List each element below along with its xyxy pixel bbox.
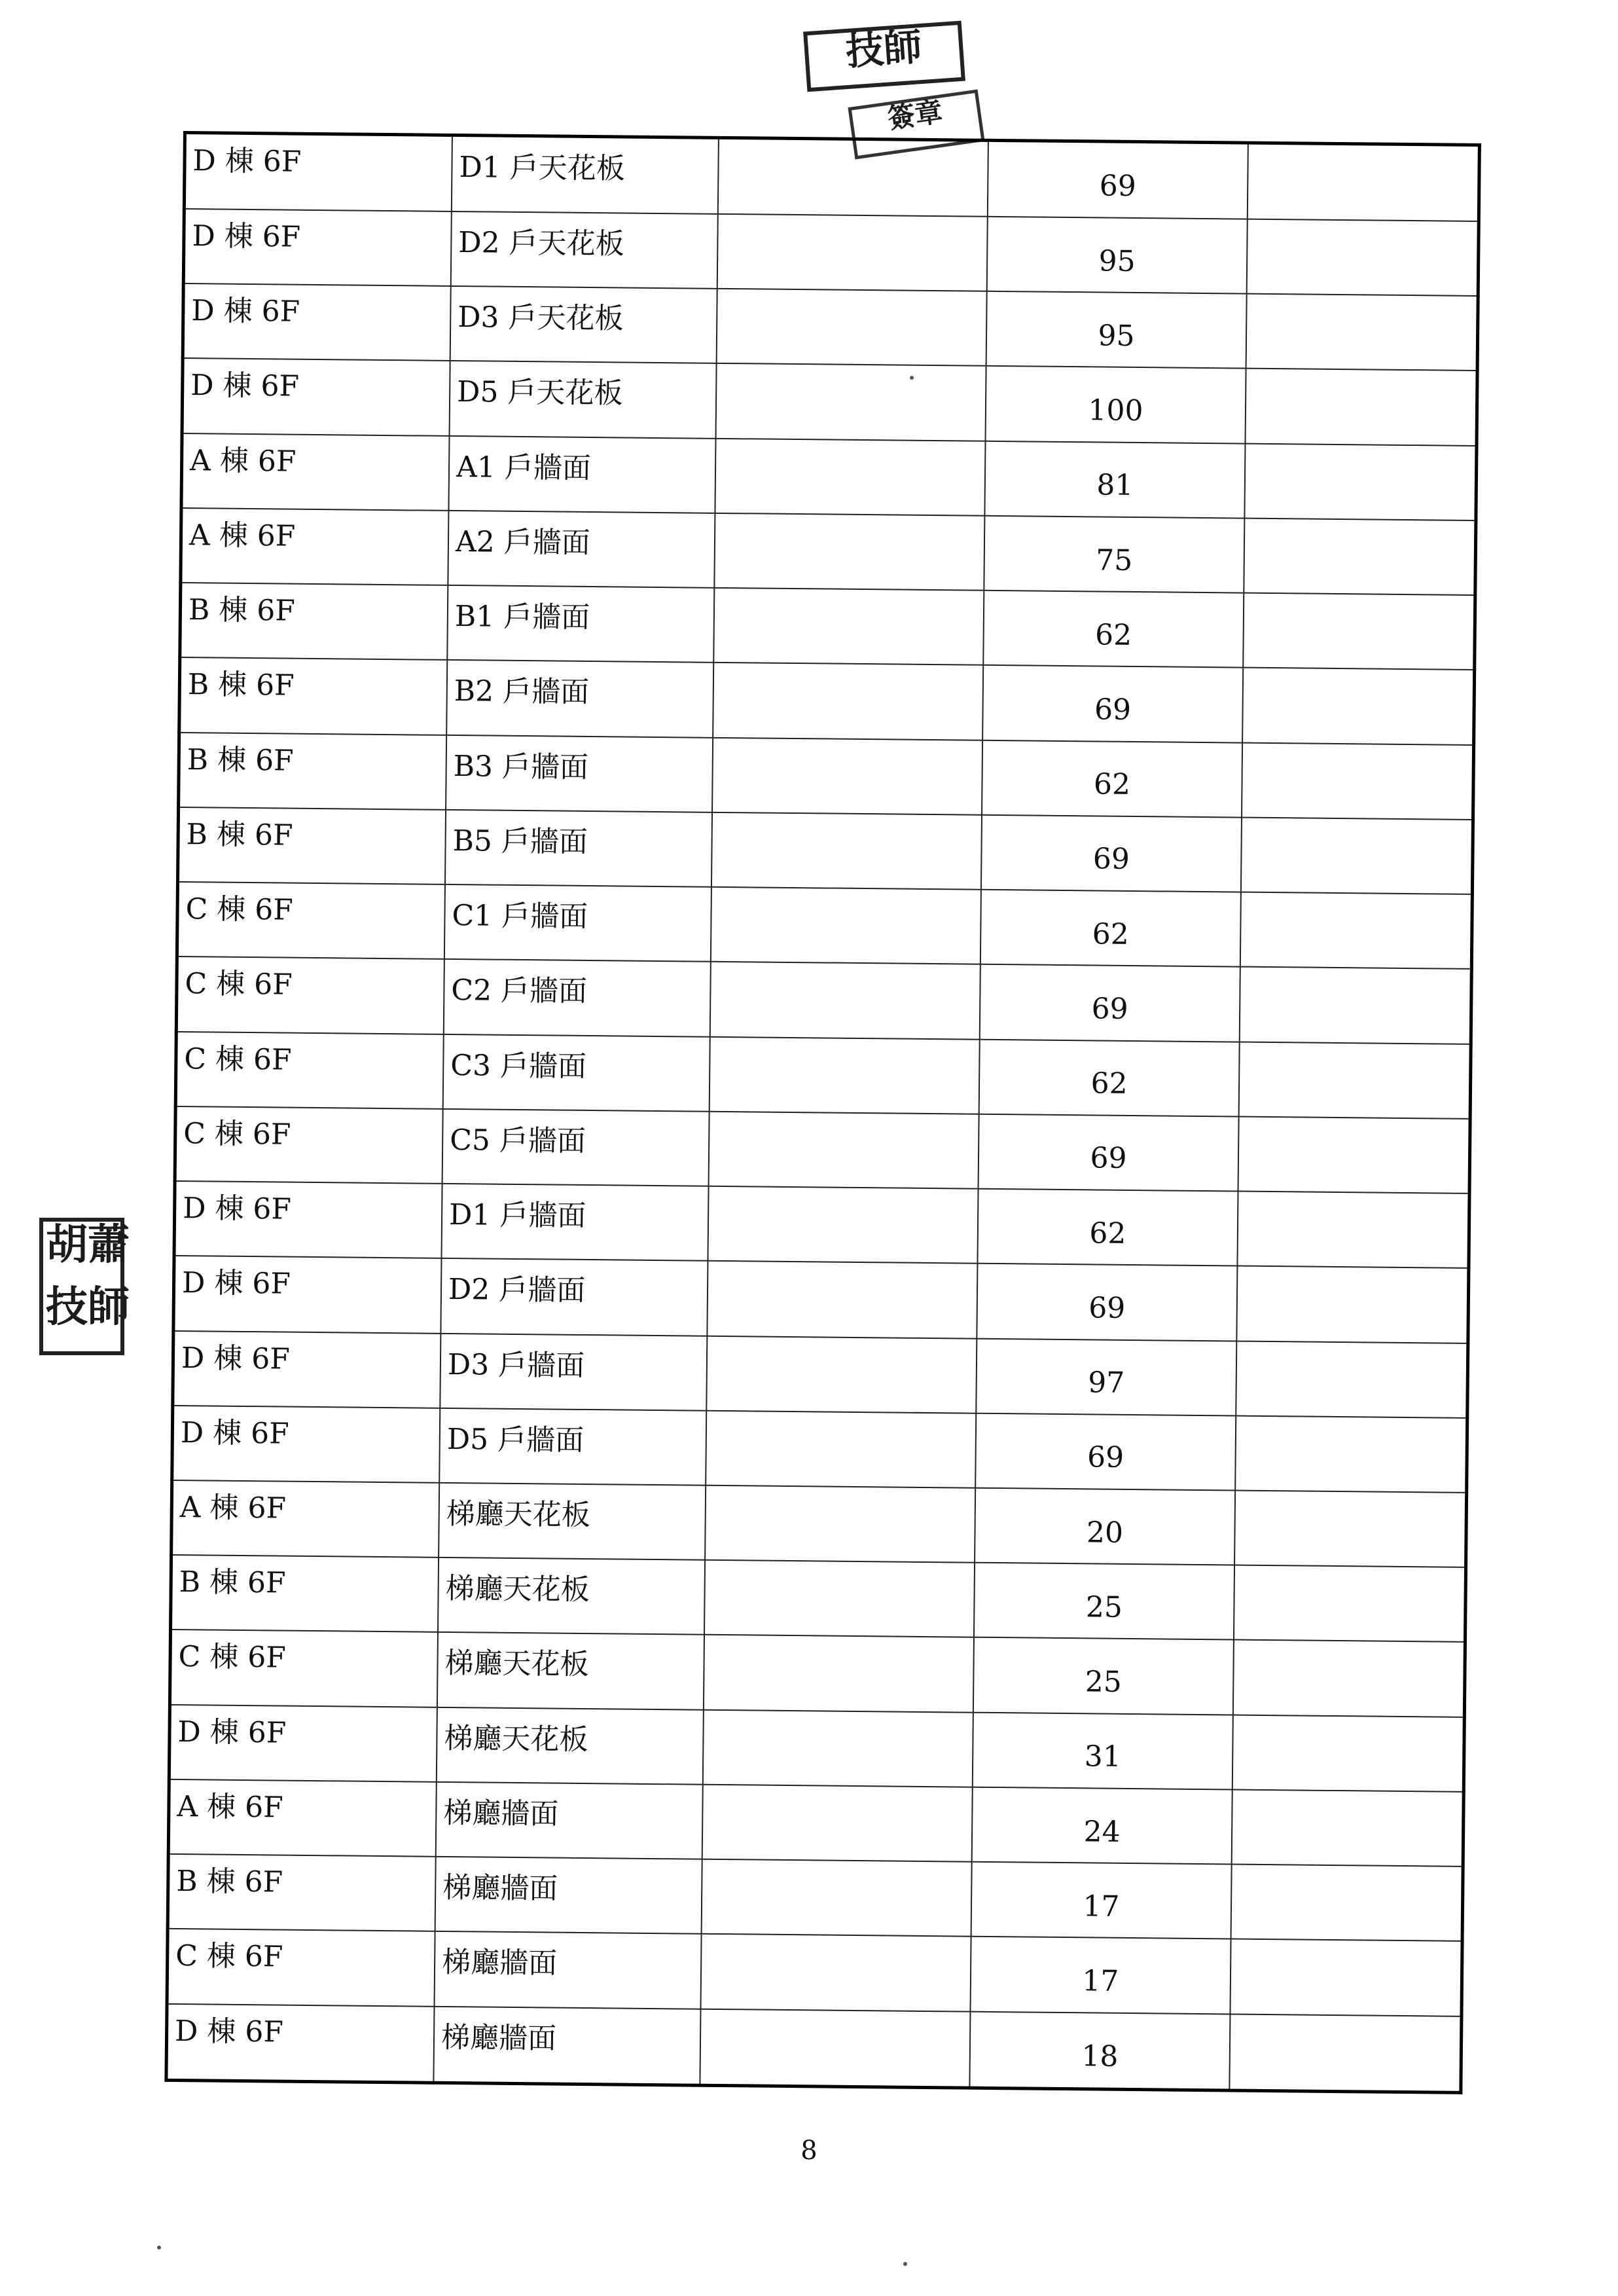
note-cell: [1238, 1116, 1471, 1194]
item-cell: B1 戶牆面: [447, 585, 714, 663]
item-cell: C3 戶牆面: [443, 1034, 710, 1111]
value-cell: 31: [973, 1712, 1233, 1789]
table-row: [171, 1555, 1466, 1642]
blank-cell: [702, 1859, 972, 1937]
note-cell: [1240, 892, 1473, 970]
note-cell: [1242, 668, 1475, 745]
building-cell: B 棟 6F: [171, 1555, 439, 1632]
measurement-table: [164, 131, 1481, 2094]
table-row: [182, 358, 1477, 445]
table-row: [170, 1630, 1465, 1717]
table-row: [168, 1779, 1464, 1867]
value-cell: 95: [986, 291, 1247, 369]
value-cell: 100: [986, 366, 1246, 443]
value-cell: 18: [969, 2011, 1230, 2090]
note-cell: [1245, 369, 1477, 446]
table-row: [167, 1929, 1462, 2016]
note-cell: [1242, 742, 1474, 820]
item-cell: D2 戶天花板: [451, 211, 718, 289]
scan-speck: [157, 2246, 161, 2250]
note-cell: [1232, 1715, 1465, 1792]
item-cell: D5 戶天花板: [450, 361, 717, 438]
item-cell: A1 戶牆面: [448, 436, 715, 513]
building-cell: D 棟 6F: [169, 1705, 437, 1782]
building-cell: C 棟 6F: [177, 882, 445, 959]
blank-cell: [707, 1261, 977, 1338]
table-row: [173, 1330, 1468, 1417]
value-cell: 62: [983, 591, 1244, 668]
value-cell: 62: [979, 1039, 1240, 1116]
building-cell: C 棟 6F: [176, 957, 444, 1034]
blank-cell: [716, 363, 986, 441]
table-row: [181, 508, 1476, 595]
item-cell: 梯廳牆面: [433, 2006, 700, 2085]
value-cell: 25: [973, 1637, 1234, 1715]
value-cell: 69: [981, 815, 1242, 892]
note-cell: [1240, 967, 1472, 1044]
building-cell: D 棟 6F: [182, 358, 450, 435]
measurement-table-body: [166, 133, 1479, 2093]
building-cell: D 棟 6F: [174, 1181, 442, 1258]
table-row: [177, 882, 1472, 969]
seal-char: 蕭: [88, 1220, 130, 1269]
note-cell: [1232, 1789, 1464, 1867]
note-cell: [1233, 1640, 1465, 1717]
note-cell: [1235, 1415, 1467, 1493]
building-cell: C 棟 6F: [175, 1032, 444, 1109]
item-cell: C2 戶牆面: [444, 959, 711, 1036]
table-row: [179, 733, 1474, 820]
item-cell: 梯廳牆面: [435, 1931, 702, 2009]
seal-char: 技: [46, 1283, 88, 1332]
item-cell: 梯廳天花板: [439, 1483, 706, 1560]
note-cell: [1243, 593, 1475, 670]
blank-cell: [709, 1112, 979, 1189]
value-cell: 62: [977, 1189, 1238, 1266]
blank-cell: [708, 1186, 978, 1264]
note-cell: [1248, 143, 1480, 221]
blank-cell: [718, 137, 988, 216]
note-cell: [1229, 2014, 1462, 2092]
building-cell: A 棟 6F: [181, 508, 449, 585]
blank-cell: [713, 663, 983, 740]
value-cell: 17: [970, 1937, 1231, 2014]
item-cell: 梯廳天花板: [438, 1558, 705, 1635]
table-row: [183, 283, 1478, 371]
table-row: [183, 209, 1479, 296]
note-cell: [1234, 1491, 1467, 1568]
left-seal-stamp: [39, 1218, 130, 1355]
item-cell: A2 戶牆面: [448, 511, 715, 588]
building-cell: A 棟 6F: [168, 1779, 437, 1857]
table-row: [168, 1854, 1463, 1941]
building-cell: B 棟 6F: [179, 733, 447, 810]
note-cell: [1231, 1865, 1464, 1942]
blank-cell: [701, 1934, 971, 2011]
blank-cell: [706, 1336, 977, 1413]
item-cell: D5 戶牆面: [439, 1408, 706, 1485]
top-seal-stamp: 技師: [803, 21, 965, 92]
blank-cell: [700, 2009, 970, 2088]
value-cell: 24: [972, 1787, 1232, 1865]
value-cell: 69: [975, 1413, 1236, 1490]
blank-cell: [713, 588, 984, 665]
building-cell: D 棟 6F: [184, 133, 452, 211]
item-cell: D1 戶牆面: [441, 1184, 708, 1261]
building-cell: C 棟 6F: [175, 1106, 443, 1184]
building-cell: B 棟 6F: [180, 583, 448, 660]
note-cell: [1239, 1042, 1471, 1119]
item-cell: D1 戶天花板: [452, 135, 719, 213]
seal-char: 胡: [46, 1220, 88, 1269]
note-cell: [1237, 1192, 1469, 1269]
building-cell: A 棟 6F: [181, 433, 450, 511]
item-cell: B5 戶牆面: [445, 810, 712, 887]
blank-cell: [705, 1485, 975, 1563]
building-cell: D 棟 6F: [173, 1256, 442, 1333]
table-row: [177, 807, 1473, 894]
note-cell: [1247, 219, 1479, 297]
note-cell: [1236, 1266, 1469, 1343]
table-row: [173, 1256, 1469, 1343]
value-cell: 62: [982, 740, 1242, 817]
item-cell: B2 戶牆面: [446, 660, 713, 737]
value-cell: 81: [984, 441, 1245, 518]
item-cell: 梯廳牆面: [435, 1857, 702, 1934]
note-cell: [1234, 1565, 1466, 1643]
note-cell: [1246, 294, 1479, 371]
blank-cell: [712, 737, 982, 814]
value-cell: 69: [977, 1264, 1237, 1341]
building-cell: C 棟 6F: [170, 1630, 438, 1707]
blank-cell: [704, 1560, 975, 1637]
blank-cell: [710, 962, 980, 1039]
value-cell: 69: [988, 140, 1248, 219]
value-cell: 17: [971, 1862, 1232, 1939]
table-row: [172, 1406, 1467, 1493]
top-small-stamp: 簽章: [848, 89, 984, 159]
value-cell: 20: [975, 1488, 1235, 1565]
table-row: [175, 1032, 1471, 1119]
item-cell: 梯廳天花板: [437, 1707, 704, 1785]
building-cell: B 棟 6F: [168, 1854, 436, 1931]
blank-cell: [702, 1785, 973, 1862]
blank-cell: [710, 1036, 980, 1114]
blank-cell: [711, 887, 981, 964]
item-cell: C5 戶牆面: [442, 1109, 710, 1186]
note-cell: [1244, 443, 1477, 520]
blank-cell: [703, 1709, 973, 1787]
item-cell: D2 戶牆面: [440, 1258, 708, 1336]
table-row: [176, 957, 1471, 1044]
value-cell: 62: [980, 890, 1241, 967]
value-cell: 69: [980, 964, 1240, 1042]
building-cell: B 棟 6F: [179, 657, 448, 735]
building-cell: D 棟 6F: [173, 1330, 441, 1408]
blank-cell: [714, 513, 984, 591]
item-cell: 梯廳天花板: [437, 1632, 704, 1709]
building-cell: D 棟 6F: [183, 283, 451, 361]
value-cell: 75: [984, 516, 1244, 593]
blank-cell: [717, 289, 987, 366]
table-row: [169, 1705, 1464, 1792]
note-cell: [1244, 519, 1476, 596]
item-cell: B3 戶牆面: [446, 735, 713, 812]
value-cell: 69: [979, 1114, 1239, 1192]
scan-speck: [903, 2262, 907, 2266]
building-cell: D 棟 6F: [172, 1406, 440, 1483]
table-row: [175, 1106, 1470, 1194]
value-cell: 25: [974, 1563, 1234, 1640]
seal-char: 師: [88, 1283, 130, 1332]
building-cell: D 棟 6F: [183, 209, 452, 286]
note-cell: [1241, 817, 1473, 894]
item-cell: C1 戶牆面: [444, 884, 711, 962]
table-row: [174, 1181, 1469, 1268]
item-cell: 梯廳牆面: [436, 1782, 703, 1859]
scan-speck: [910, 376, 914, 380]
value-cell: 69: [982, 665, 1243, 742]
note-cell: [1236, 1341, 1468, 1418]
building-cell: A 棟 6F: [171, 1480, 440, 1558]
table-row: [166, 2004, 1462, 2093]
page-number: 8: [800, 2136, 818, 2166]
item-cell: D3 戶牆面: [440, 1333, 707, 1410]
building-cell: D 棟 6F: [166, 2004, 435, 2083]
value-cell: 97: [976, 1338, 1236, 1415]
blank-cell: [717, 214, 988, 291]
blank-cell: [711, 812, 982, 890]
blank-cell: [704, 1635, 974, 1712]
item-cell: D3 戶天花板: [450, 286, 717, 363]
table-row: [180, 583, 1475, 670]
building-cell: B 棟 6F: [177, 807, 446, 884]
building-cell: C 棟 6F: [167, 1929, 435, 2006]
table-row: [184, 133, 1479, 221]
table-row: [181, 433, 1477, 520]
blank-cell: [706, 1411, 976, 1488]
note-cell: [1230, 1939, 1462, 2016]
table-row: [179, 657, 1475, 744]
value-cell: 95: [987, 217, 1248, 294]
table-row: [171, 1480, 1467, 1567]
blank-cell: [715, 439, 985, 516]
